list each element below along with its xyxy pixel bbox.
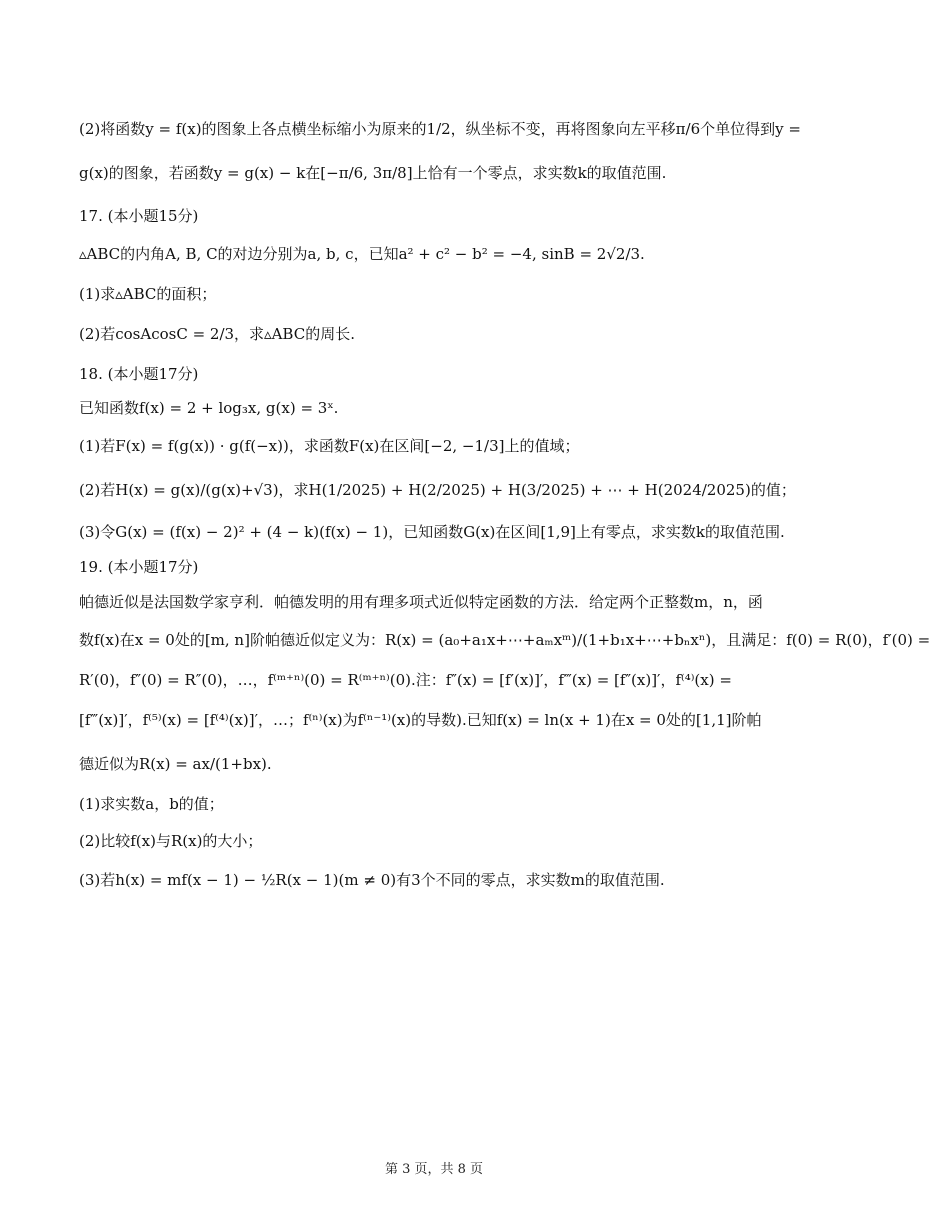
problem-19-part-2: (2)比较f(x)与R(x)的大小； xyxy=(79,832,263,850)
problem-18-part-2: (2)若H(x) = g(x)/(g(x)+√3)，求H(1/2025) + H(2/2025) + H(3/2025) + ⋯ + H(2024/2025)的值； xyxy=(79,481,796,499)
problem-19-line-3: R′(0)，f″(0) = R″(0)，…，f⁽ᵐ⁺ⁿ⁾(0) = R⁽ᵐ⁺ⁿ⁾(0).注：f″(x) = [f′(x)]′，f‴(x) = [f″(x)]′，f⁽⁴⁾(x) = xyxy=(79,671,732,689)
problem-16-part-2-line-2: g(x)的图象，若函数y = g(x) − k在[−π/6, 3π/8]上恰有一个零点，求实数k的取值范围. xyxy=(79,164,667,182)
problem-18-part-3: (3)令G(x) = (f(x) − 2)² + (4 − k)(f(x) − 1)，已知函数G(x)在区间[1,9]上有零点，求实数k的取值范围. xyxy=(79,523,785,541)
problem-19-line-2: 数f(x)在x = 0处的[m, n]阶帕德近似定义为：R(x) = (a₀+a₁x+⋯+aₘxᵐ)/(1+b₁x+⋯+bₙxⁿ)，且满足：f(0) = R(0)，f′(0) = xyxy=(79,631,930,649)
problem-19-heading: 19. (本小题17分) xyxy=(79,558,199,576)
problem-17-part-1: (1)求▵ABC的面积； xyxy=(79,285,217,303)
problem-19-line-4: [f‴(x)]′，f⁽⁵⁾(x) = [f⁽⁴⁾(x)]′，…；f⁽ⁿ⁾(x)为f⁽ⁿ⁻¹⁾(x)的导数).已知f(x) = ln(x + 1)在x = 0处的[1,1]阶帕 xyxy=(79,711,762,729)
problem-17-part-2: (2)若cosAcosC = 2/3，求▵ABC的周长. xyxy=(79,325,355,343)
problem-19-line-5: 德近似为R(x) = ax/(1+bx). xyxy=(79,755,272,773)
problem-18-heading: 18. (本小题17分) xyxy=(79,365,199,383)
problem-18-statement: 已知函数f(x) = 2 + log₃x, g(x) = 3ˣ. xyxy=(79,399,339,417)
problem-17-statement: ▵ABC的内角A, B, C的对边分别为a, b, c，已知a² + c² − b² = −4, sinB = 2√2/3. xyxy=(79,245,645,263)
problem-16-part-2-line-1: (2)将函数y = f(x)的图象上各点横坐标缩小为原来的1/2，纵坐标不变，再将图象向左平移π/6个单位得到y = xyxy=(79,120,801,138)
page-number-footer: 第 3 页，共 8 页 xyxy=(384,1162,484,1177)
problem-19-part-3: (3)若h(x) = mf(x − 1) − ½R(x − 1)(m ≠ 0)有3个不同的零点，求实数m的取值范围. xyxy=(79,871,665,889)
problem-19-line-1: 帕德近似是法国数学家亨利．帕德发明的用有理多项式近似特定函数的方法．给定两个正整数m，n，函 xyxy=(79,593,763,611)
problem-18-part-1: (1)若F(x) = f(g(x)) · g(f(−x))，求函数F(x)在区间[−2, −1/3]上的值域； xyxy=(79,437,580,455)
problem-17-heading: 17. (本小题15分) xyxy=(79,207,199,225)
problem-19-part-1: (1)求实数a，b的值； xyxy=(79,795,224,813)
